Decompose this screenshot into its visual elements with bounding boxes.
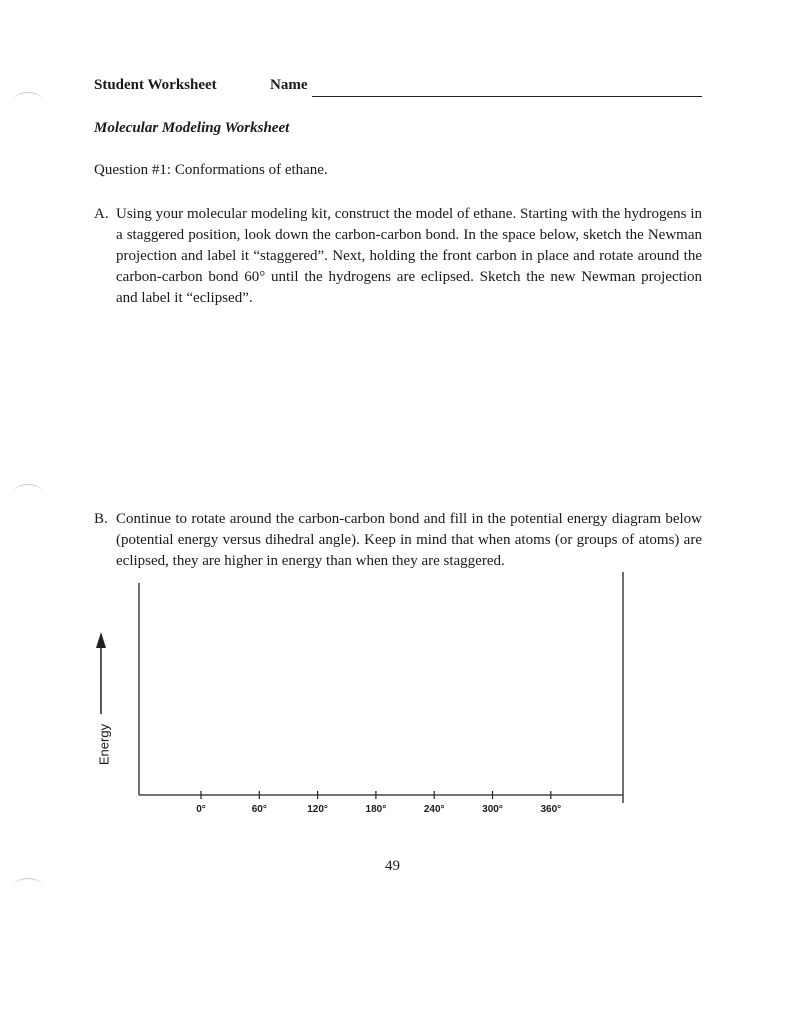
x-tick-label: 60° (251, 804, 267, 815)
section-a-marker: A. (94, 206, 109, 222)
section-b-text: Continue to rotate around the carbon-carbon bond and fill in the potential energy diagram below (potential energy versus dihedral angle). Keep in mind that when atoms (or groups of atoms) are eclipsed, they are higher in energy than when they are staggered. (116, 511, 702, 569)
worksheet-subtitle: Molecular Modeling Worksheet (94, 120, 290, 136)
question-heading: Question #1: Conformations of ethane. (94, 162, 328, 178)
name-label: Name (270, 77, 308, 93)
x-tick-label: 180° (365, 804, 387, 815)
energy-axis-label: Energy (96, 723, 112, 766)
section-a-text: Using your molecular modeling kit, construct the model of ethane. Starting with the hydrogens in a staggered position, look down the carbon-carbon bond. In the space below, sketch the Newman projection and label it “staggered”. Next, holding the front carbon in place and rotate around the carbon-carbon bond 60° until the hydrogens are eclipsed. Sketch the new Newman projection and label it “eclipsed”. (116, 206, 702, 306)
x-tick-label: 120° (307, 804, 328, 815)
x-tick-label: 240° (423, 804, 445, 815)
energy-arrow-head (96, 632, 106, 648)
x-tick-label: 0° (196, 804, 206, 815)
section-b-marker: B. (94, 511, 108, 527)
page-number: 49 (385, 858, 400, 874)
x-tick-label: 300° (482, 804, 503, 815)
x-tick-label: 360° (540, 804, 562, 815)
worksheet-title: Student Worksheet (94, 77, 217, 93)
